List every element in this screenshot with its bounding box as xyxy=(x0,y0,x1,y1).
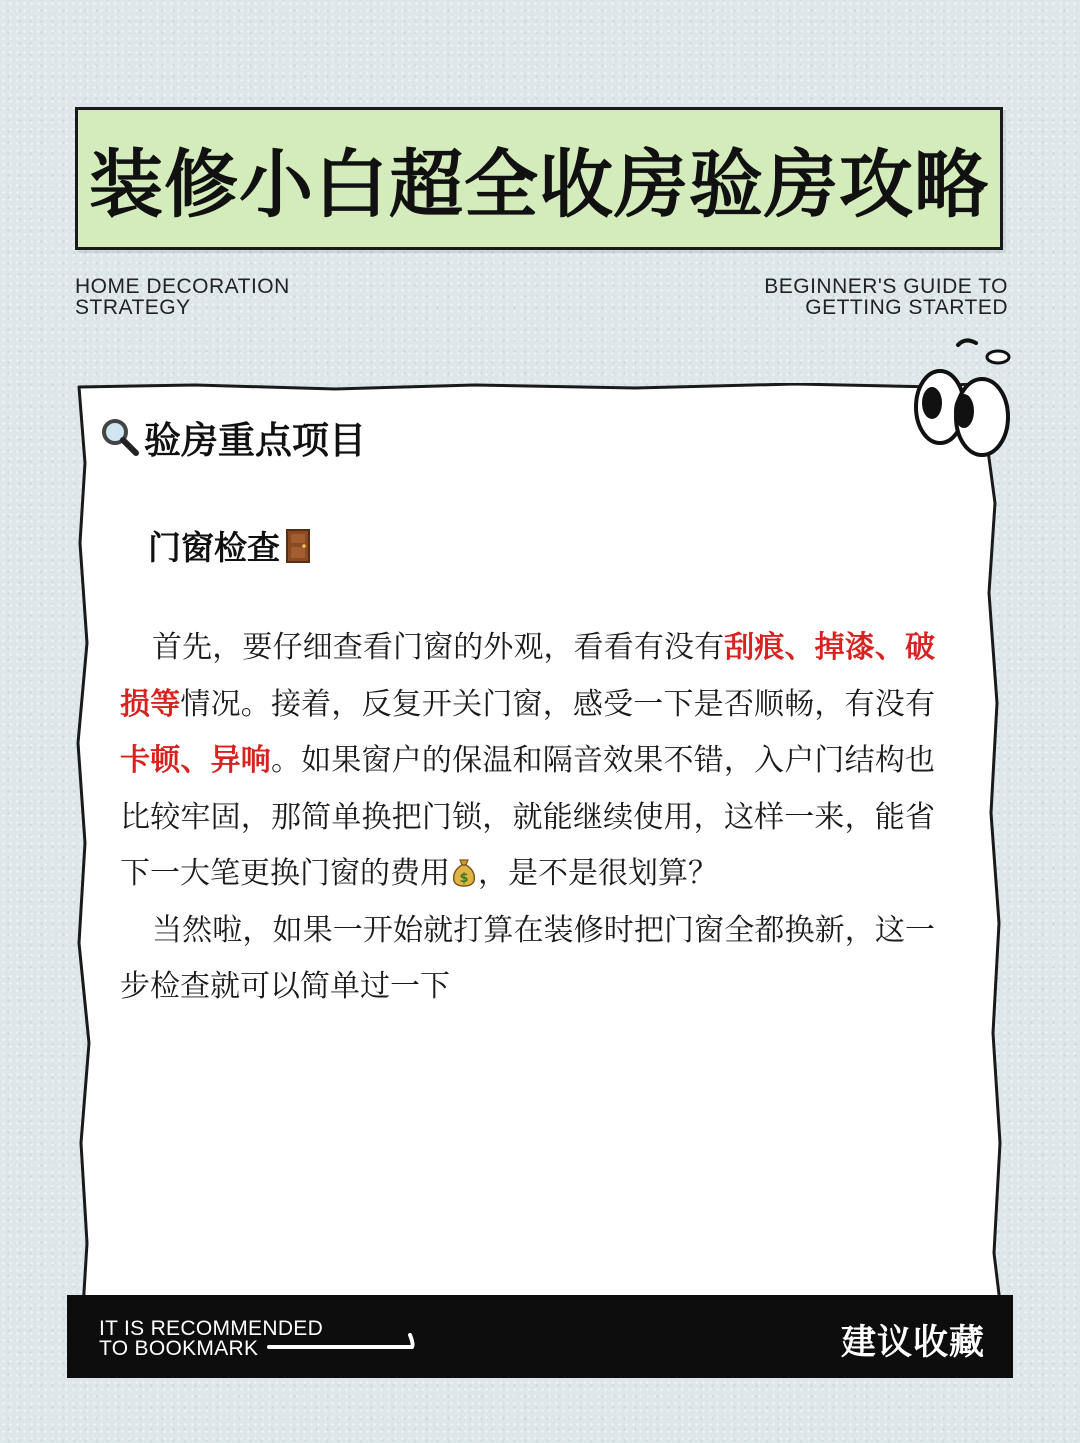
subtitle-left-line-1: HOME DECORATION xyxy=(75,275,290,298)
section-heading-text: 验房重点项目 xyxy=(144,419,366,462)
magnifying-glass-icon xyxy=(100,417,140,457)
section-heading xyxy=(100,410,366,464)
footer-left-line-2: TO BOOKMARK xyxy=(99,1337,259,1360)
body-text xyxy=(120,620,935,1016)
paragraph-1-text-2: 情况。接着，反复开关门窗，感受一下是否顺畅，有没有 xyxy=(180,686,936,722)
title-banner xyxy=(75,107,1003,250)
cartoon-eyes-icon xyxy=(910,335,1030,460)
paragraph-2: 当然啦，如果一开始就打算在装修时把门窗全都换新，这一步检查就可以简单过一下 xyxy=(120,912,935,1004)
paragraph-1-text-3: 。如果窗户的保温和隔音效果不错，入户门结构也比较牢固，那简单换把门锁，就能继续使用，这样一来，能省下一大笔更换门窗的费用 xyxy=(120,743,936,891)
paragraph-1-text-1: 首先，要仔细查看门窗的外观，看看有没有 xyxy=(152,630,725,665)
subsection-heading xyxy=(148,522,310,569)
arrow-line-icon xyxy=(267,1331,417,1353)
footer-bar xyxy=(67,1295,1013,1378)
footer-left-line-1: IT IS RECOMMENDED xyxy=(99,1317,324,1340)
subtitle-left-line-2: STRATEGY xyxy=(75,296,191,319)
paragraph-1-text-4: ，是不是很划算？ xyxy=(478,856,718,891)
highlight-noise: 卡顿、异响 xyxy=(120,743,271,778)
page-title: 装修小白超全收房验房攻略 xyxy=(89,141,989,228)
subtitle-right xyxy=(764,276,1008,318)
subtitle-right-line-1: BEGINNER'S GUIDE TO xyxy=(764,275,1008,298)
subtitle-left xyxy=(75,276,290,318)
bookmark-label: 建议收藏 xyxy=(840,1323,985,1363)
svg-text:$: $ xyxy=(459,871,469,886)
subtitle-right-line-2: GETTING STARTED xyxy=(805,296,1008,319)
money-bag-icon xyxy=(450,857,478,887)
subsection-heading-text: 门窗检查 xyxy=(148,528,280,567)
door-icon xyxy=(286,529,310,563)
highlight-damage: 刮痕、掉漆、破损等 xyxy=(120,630,936,722)
paragraph-1 xyxy=(120,620,935,903)
